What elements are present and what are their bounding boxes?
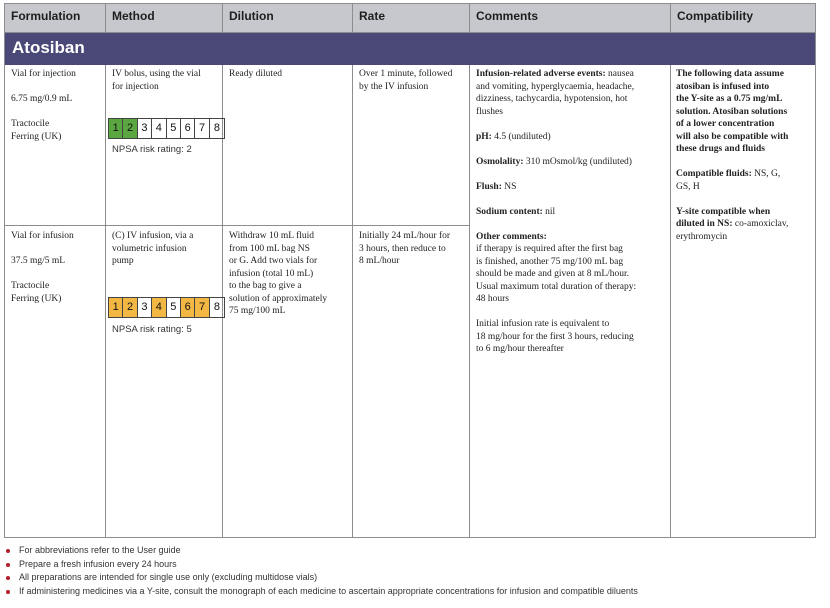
row1-rate	[359, 68, 469, 93]
compatibility-text: erythromycin	[676, 231, 728, 242]
rate-line: Over 1 minute, followed	[359, 69, 453, 79]
comment-text: Initial infusion rate is equivalent to	[476, 319, 610, 329]
row-divider	[5, 225, 470, 226]
comment-text: is finished, another 75 mg/100 mL bag	[476, 256, 624, 267]
row1-formulation	[11, 68, 103, 143]
risk-scale-cell: 5	[167, 298, 181, 317]
comment-label: Other comments:	[476, 231, 547, 242]
comment-label: Sodium content:	[476, 206, 543, 217]
row2-formulation	[11, 230, 103, 305]
drug-title-band	[5, 33, 815, 65]
risk-scale-cell: 5	[167, 119, 181, 138]
formulation-manufacturer: Ferring (UK)	[11, 293, 62, 304]
comment-label: pH:	[476, 131, 492, 142]
footnotes	[4, 544, 824, 598]
comment-text: Usual maximum total duration of therapy:	[476, 281, 637, 292]
comment-ph	[476, 131, 670, 144]
drug-title: Atosiban	[12, 38, 85, 57]
comment-text: nausea	[605, 69, 634, 79]
risk-scale-cell: 1	[109, 298, 123, 317]
comment-text: should be made and given at 8 mL/hour.	[476, 269, 630, 279]
column-divider	[352, 65, 353, 537]
rate-line: 3 hours, then reduce to	[359, 243, 446, 254]
compatibility-cell	[676, 68, 814, 243]
footnote-text: If administering medicines via a Y-site, consult the monograph of each medicine to ascertain appropriate concentrations for infusion and compatible diluents	[19, 585, 638, 596]
formulation-line: Vial for infusion	[11, 231, 74, 241]
bullet-icon	[6, 549, 10, 553]
dilution-line: Ready diluted	[229, 69, 283, 79]
risk-scale-cell: 4	[152, 119, 166, 138]
formulation-line: Vial for injection	[11, 69, 76, 79]
ysite-compatible	[676, 218, 814, 231]
footnote-text: For abbreviations refer to the User guide	[19, 545, 181, 555]
header-compatibility: Compatibility	[671, 4, 815, 33]
risk-scale-cell: 7	[195, 298, 209, 317]
rate-line: by the IV infusion	[359, 81, 429, 92]
risk-scale-cell: 8	[213, 122, 220, 134]
dilution-line: or G. Add two vials for	[229, 256, 318, 266]
compatibility-text: NS, G,	[751, 169, 781, 179]
comment-text: and vomiting, hyperglycaemia, headache,	[476, 81, 635, 92]
risk-rating-label: NPSA risk rating: 5	[112, 324, 192, 335]
dilution-line: from 100 mL bag NS	[229, 243, 310, 254]
comment-sodium	[476, 206, 670, 219]
compatibility-text: these drugs and fluids	[676, 144, 765, 154]
dilution-line: solution of approximately	[229, 293, 328, 304]
comment-adverse	[476, 68, 670, 81]
row1-method	[112, 68, 220, 93]
compatibility-text: GS, H	[676, 181, 700, 192]
risk-scale-cell: 2	[123, 119, 137, 138]
risk-scale-cell: 3	[138, 298, 152, 317]
risk-scale-cell: 4	[152, 298, 166, 317]
bullet-icon	[6, 590, 10, 594]
footnote-item	[4, 585, 824, 599]
dilution-line: to the bag to give a	[229, 281, 302, 291]
header-comments: Comments	[470, 4, 671, 33]
bullet-icon	[6, 576, 10, 580]
comment-text: flushes	[476, 106, 503, 117]
formulation-brand: Tractocile	[11, 119, 50, 129]
formulation-strength: 37.5 mg/5 mL	[11, 256, 66, 266]
comment-text: 310 mOsmol/kg (undiluted)	[523, 156, 632, 167]
risk-scale-cell: 7	[195, 119, 209, 138]
row2-method	[112, 230, 220, 268]
row1-dilution	[229, 68, 349, 81]
compatibility-label: Compatible fluids:	[676, 169, 752, 179]
formulation-brand: Tractocile	[11, 281, 50, 291]
rate-line: Initially 24 mL/hour for	[359, 231, 451, 241]
compatibility-label: diluted in NS:	[676, 219, 733, 229]
compatibility-text: the Y-site as a 0.75 mg/mL	[676, 94, 783, 104]
dilution-line: 75 mg/100 mL	[229, 306, 286, 316]
method-line: (C) IV infusion, via a	[112, 231, 194, 241]
header-rate: Rate	[353, 4, 470, 33]
risk-rating-label: NPSA risk rating: 2	[112, 144, 192, 155]
comment-text: 18 mg/hour for the first 3 hours, reducing	[476, 331, 634, 342]
risk-scale-cell: 6	[181, 298, 195, 317]
header-dilution: Dilution	[223, 4, 353, 33]
compatibility-text: The following data assume	[676, 69, 784, 79]
formulation-strength: 6.75 mg/0.9 mL	[11, 94, 73, 104]
compatibility-text: will also be compatible with	[676, 131, 789, 142]
risk-rating-scale	[108, 297, 225, 318]
column-divider	[469, 65, 470, 537]
row2-dilution	[229, 230, 351, 318]
comment-text: 48 hours	[476, 294, 509, 304]
risk-scale-cell: 8	[213, 301, 220, 313]
compatible-fluids	[676, 168, 814, 181]
monograph-table	[4, 3, 816, 538]
risk-scale-cell: 6	[181, 119, 195, 138]
footnote-text: Prepare a fresh infusion every 24 hours	[19, 558, 177, 569]
compatibility-text: solution. Atosiban solutions	[676, 106, 788, 117]
comments-cell	[476, 68, 670, 356]
header-formulation: Formulation	[5, 4, 106, 33]
compatibility-label: Y-site compatible when	[676, 206, 771, 217]
comment-text: 4.5 (undiluted)	[491, 131, 551, 142]
comment-text: to 6 mg/hour thereafter	[476, 344, 564, 354]
method-line: for injection	[112, 81, 159, 92]
footnote-item	[4, 544, 824, 558]
compatibility-text: of a lower concentration	[676, 119, 775, 129]
comment-text: dizziness, tachycardia, hypotension, hot	[476, 94, 628, 104]
footnote-text: All preparations are intended for single use only (excluding multidose vials)	[19, 572, 318, 582]
footnote-item	[4, 571, 824, 585]
risk-rating-scale	[108, 118, 225, 139]
row2-rate	[359, 230, 469, 268]
formulation-manufacturer: Ferring (UK)	[11, 131, 62, 142]
header-method: Method	[106, 4, 223, 33]
method-line: IV bolus, using the vial	[112, 69, 201, 79]
risk-scale-cell: 3	[138, 119, 152, 138]
comment-osmolality	[476, 156, 670, 169]
risk-scale-cell: 1	[109, 119, 123, 138]
footnote-item	[4, 558, 824, 572]
rate-line: 8 mL/hour	[359, 256, 400, 266]
comment-label: Osmolality:	[476, 156, 524, 167]
comment-flush	[476, 181, 670, 194]
comment-text: nil	[542, 206, 556, 217]
comment-label: Flush:	[476, 181, 502, 192]
column-divider	[670, 65, 671, 537]
risk-scale-cell: 2	[123, 298, 137, 317]
comment-text: if therapy is required after the first bag	[476, 244, 623, 254]
comment-text: NS	[501, 181, 517, 192]
method-line: volumetric infusion	[112, 243, 187, 254]
dilution-line: infusion (total 10 mL)	[229, 268, 314, 279]
comment-label: Infusion-related adverse events:	[476, 69, 606, 79]
bullet-icon	[6, 563, 10, 567]
method-line: pump	[112, 256, 134, 266]
compatibility-text: co-amoxiclav,	[732, 219, 789, 229]
compatibility-text: atosiban is infused into	[676, 81, 770, 92]
dilution-line: Withdraw 10 mL fluid	[229, 231, 315, 241]
column-divider	[105, 65, 106, 537]
